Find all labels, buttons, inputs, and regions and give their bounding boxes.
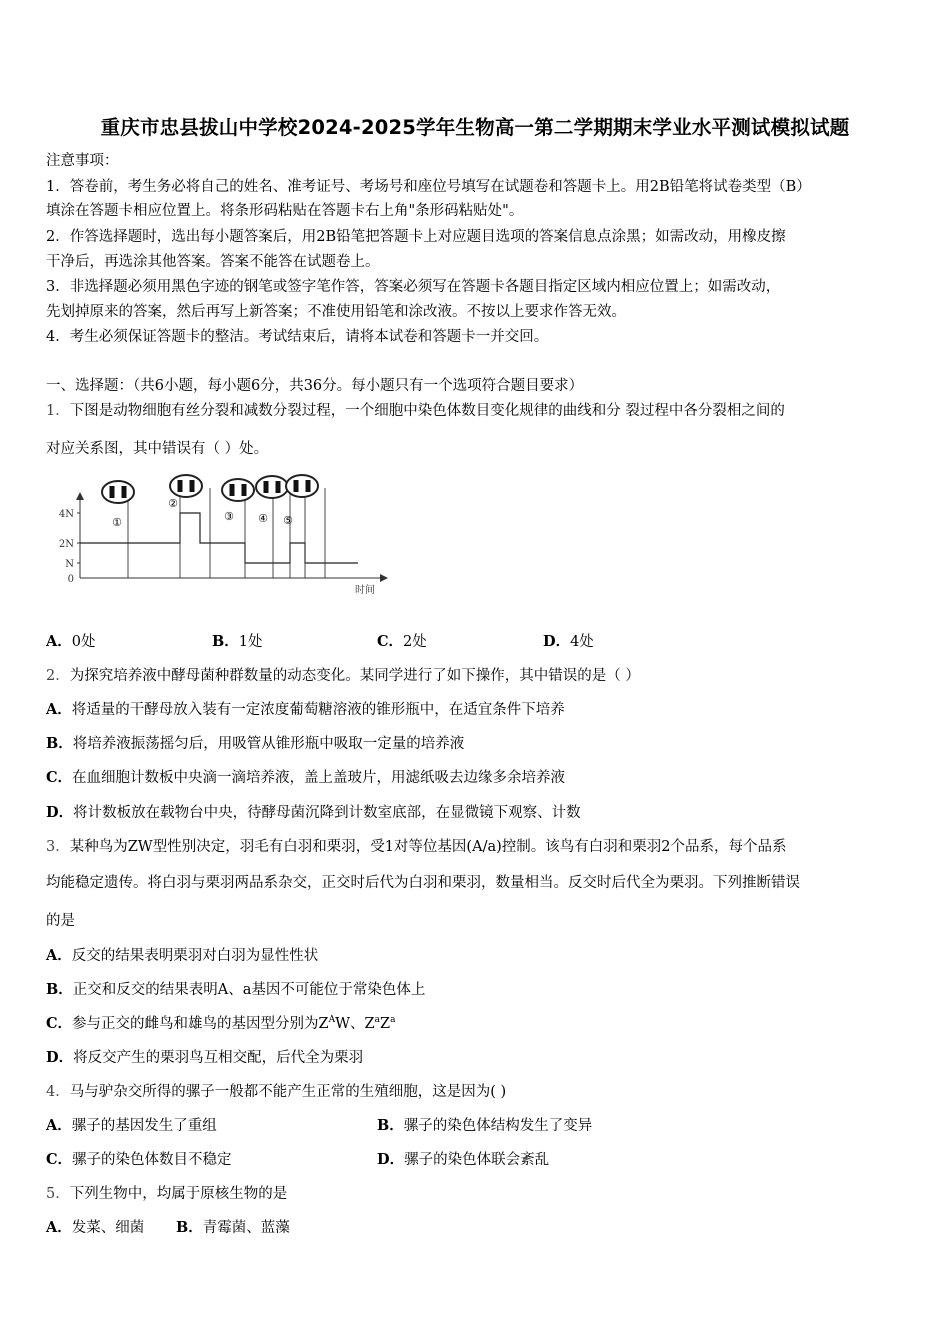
question-1-cont: 对应关系图，其中错误有（ ）处。 xyxy=(46,441,269,457)
question-4: 4．马与驴杂交所得的骡子一般都不能产生正常的生殖细胞，这是因为( ) xyxy=(46,1084,507,1100)
stage-label: ② xyxy=(168,497,178,510)
cell-icon xyxy=(286,475,318,497)
notice-heading: 注意事项： xyxy=(46,153,119,169)
page-title: 重庆市忠县拔山中学校2024-2025学年生物高一第二学期期末学业水平测试模拟试题 xyxy=(100,116,850,139)
stage-label: ① xyxy=(112,516,122,529)
question-2: 2．为探究培养液中酵母菌种群数量的动态变化。某同学进行了如下操作，其中错误的是（ ） xyxy=(46,668,640,684)
chromosome-chart xyxy=(50,468,390,598)
notice-line-3: 2．作答选择题时，选出每小题答案后，用2B铅笔把答题卡上对应题目选项的答案信息点涂黑；如需改动，用橡皮擦 xyxy=(46,229,786,245)
q3-option-a[interactable]: A．反交的结果表明栗羽对白羽为显性性状 xyxy=(46,947,319,964)
section-heading: 一、选择题：（共6小题，每小题6分，共36分。每小题只有一个选项符合题目要求） xyxy=(46,378,584,394)
chromosome-icon xyxy=(276,481,281,493)
question-3-cont-1: 均能稳定遗传。将白羽与栗羽两品系杂交，正交时后代为白羽和栗羽，数量相当。反交时后代全为栗羽。下列推断错误 xyxy=(46,875,800,891)
notice-line-6: 先划掉原来的答案，然后再写上新答案；不准使用铅笔和涂改液。不按以上要求作答无效。 xyxy=(46,304,626,320)
q2-option-c[interactable]: C．在血细胞计数板中央滴一滴培养液，盖上盖玻片，用滤纸吸去边缘多余培养液 xyxy=(46,769,566,786)
chromosome-icon xyxy=(230,484,235,496)
q3-option-c[interactable]: C．参与正交的雌鸟和雄鸟的基因型分别为$Z^AW$、$Z^aZ^a$ xyxy=(46,1015,396,1032)
stage-label: ⑤ xyxy=(283,514,293,527)
q4-option-c[interactable]: C．骡子的染色体数目不稳定 xyxy=(46,1151,232,1168)
chromosome-icon xyxy=(178,480,183,492)
chart-axes xyxy=(76,492,388,596)
chart-ticks xyxy=(59,509,80,585)
q2-option-d[interactable]: D．将计数板放在载物台中央，待酵母菌沉降到计数室底部，在显微镜下观察、计数 xyxy=(46,804,581,821)
y-tick-label: 0 xyxy=(67,574,74,585)
notice-line-4: 干净后，再选涂其他答案。答案不能答在试题卷上。 xyxy=(46,254,380,270)
x-axis-label: 时间 xyxy=(355,585,375,596)
notice-line-2: 填涂在答题卡相应位置上。将条形码粘贴在答题卡右上角"条形码粘贴处"。 xyxy=(46,203,524,219)
question-1 xyxy=(46,401,785,421)
y-tick-label: N xyxy=(65,559,74,570)
notice-line-5: 3．非选择题必须用黑色字迹的钢笔或签字笔作答，答案必须写在答题卡各题目指定区域内相应位置上；如需改动， xyxy=(46,279,781,295)
y-tick-label: 2N xyxy=(58,539,74,550)
question-text: 下图是动物细胞有丝分裂和减数分裂过程，一个细胞中染色体数目变化规律的曲线和分 裂过程中各分裂相之间的 xyxy=(69,403,785,419)
q1-option-b[interactable]: B．1处 xyxy=(212,633,263,650)
q2-option-b[interactable]: B．将培养液振荡摇匀后，用吸管从锥形瓶中吸取一定量的培养液 xyxy=(46,735,465,752)
chromosome-icon xyxy=(306,480,311,492)
q5-option-b[interactable]: B．青霉菌、蓝藻 xyxy=(176,1219,290,1236)
q4-option-d[interactable]: D．骡子的染色体联会紊乱 xyxy=(377,1151,550,1168)
question-3: 3．某种鸟为ZW型性别决定，羽毛有白羽和栗羽，受1对等位基因(A/a)控制。该鸟有白羽和栗羽2个品系，每个品系 xyxy=(46,839,787,855)
question-5: 5．下列生物中，均属于原核生物的是 xyxy=(46,1186,288,1202)
q3-option-d[interactable]: D．将反交产生的栗羽鸟互相交配，后代全为栗羽 xyxy=(46,1049,364,1066)
q3-option-b[interactable]: B．正交和反交的结果表明A、a基因不可能位于常染色体上 xyxy=(46,981,426,998)
y-axis-arrow xyxy=(76,492,84,500)
stage-label: ④ xyxy=(258,512,268,525)
cell-icon xyxy=(170,475,202,497)
notice-line-7: 4．考生必须保证答题卡的整洁。考试结束后，请将本试卷和答题卡一并交回。 xyxy=(46,329,549,345)
chromosome-icon xyxy=(294,480,299,492)
q1-option-c[interactable]: C．2处 xyxy=(377,633,427,650)
cell-icon xyxy=(256,476,288,498)
cell-icon xyxy=(102,481,134,503)
q4-option-b[interactable]: B．骡子的染色体结构发生了变异 xyxy=(377,1117,593,1134)
stage-label: ③ xyxy=(224,510,234,523)
chromosome-icon xyxy=(190,480,195,492)
chromosome-icon xyxy=(242,484,247,496)
y-tick-label: 4N xyxy=(58,509,74,520)
x-axis-arrow xyxy=(380,574,388,582)
chromosome-icon xyxy=(110,486,115,498)
q2-option-a[interactable]: A．将适量的干酵母放入装有一定浓度葡萄糖溶液的锥形瓶中，在适宜条件下培养 xyxy=(46,701,565,718)
q5-option-a[interactable]: A．发菜、细菌 xyxy=(46,1219,145,1236)
chromosome-icon xyxy=(264,481,269,493)
cell-icon xyxy=(222,479,254,501)
q1-option-a[interactable]: A．0处 xyxy=(46,633,96,650)
notice-line-1: 1．答卷前，考生务必将自己的姓名、准考证号、考场号和座位号填写在试题卷和答题卡上。用2B铅笔将试卷类型（B） xyxy=(46,179,811,195)
q1-option-d[interactable]: D．4处 xyxy=(543,633,594,650)
question-3-cont-2: 的是 xyxy=(46,913,75,929)
question-number: 1． xyxy=(46,403,70,419)
q4-option-a[interactable]: A．骡子的基因发生了重组 xyxy=(46,1117,217,1134)
chromosome-icon xyxy=(122,486,127,498)
